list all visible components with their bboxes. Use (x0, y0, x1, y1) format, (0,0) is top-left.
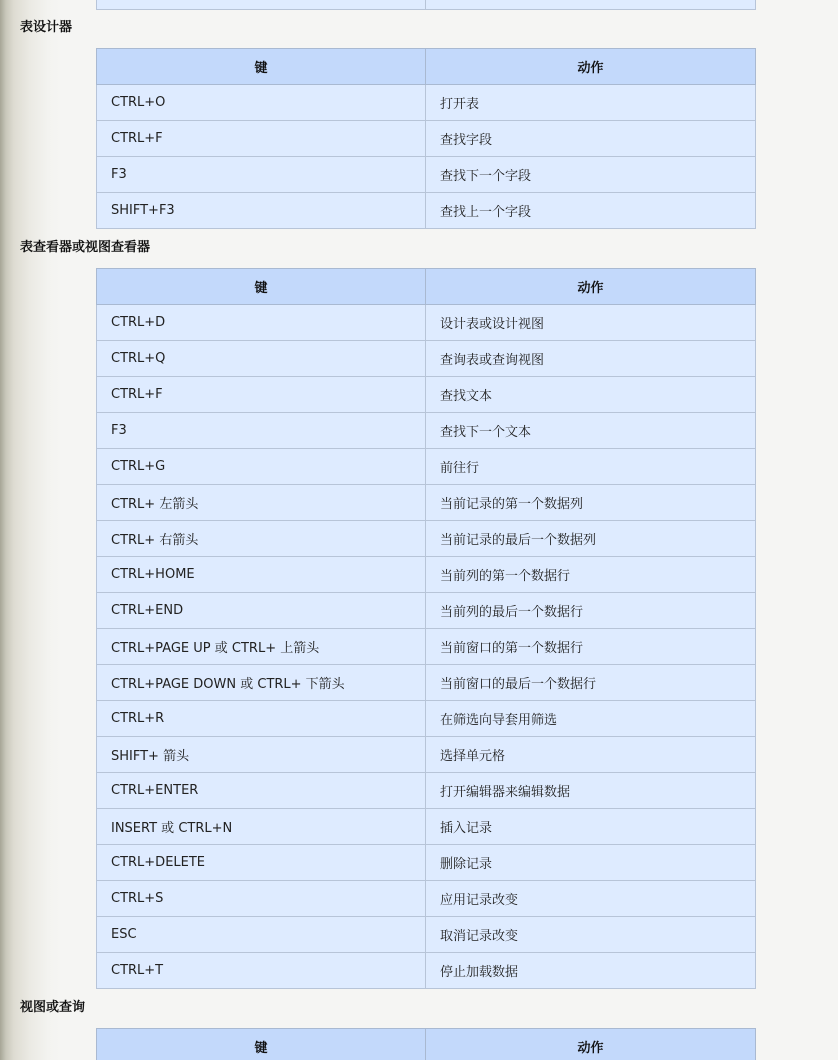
section-title-table-designer: 表设计器 (20, 20, 73, 35)
action-cell: 查找下一个文本 (426, 413, 756, 449)
action-cell: 当前记录的最后一个数据列 (426, 521, 756, 557)
action-cell: 停止加载数据 (426, 953, 756, 989)
key-cell: CTRL+F (97, 377, 426, 413)
table-row (97, 121, 756, 157)
shortcut-table-view-or-query (96, 1028, 756, 1060)
table-row (97, 0, 756, 10)
action-cell: 删除记录 (426, 845, 756, 881)
key-cell: F3 (97, 157, 426, 193)
key-cell: CTRL+T (97, 953, 426, 989)
action-cell: 查找上一个字段 (426, 193, 756, 229)
table-row (97, 737, 756, 773)
column-header-key: 键 (97, 269, 426, 305)
key-cell: INSERT 或 CTRL+N (97, 809, 426, 845)
table-row (97, 157, 756, 193)
key-cell: CTRL+DELETE (97, 845, 426, 881)
action-cell: 取消记录改变 (426, 917, 756, 953)
table-row (97, 593, 756, 629)
action-cell: 当前窗口的最后一个数据行 (426, 665, 756, 701)
table-row (97, 557, 756, 593)
table-cell (426, 0, 756, 10)
key-cell: CTRL+HOME (97, 557, 426, 593)
column-header-action: 动作 (426, 49, 756, 85)
table-row (97, 485, 756, 521)
column-header-key: 键 (97, 49, 426, 85)
key-cell: CTRL+S (97, 881, 426, 917)
left-edge-shadow (0, 0, 60, 1060)
table-header-row (97, 269, 756, 305)
action-cell: 设计表或设计视图 (426, 305, 756, 341)
table-row (97, 953, 756, 989)
key-cell: CTRL+END (97, 593, 426, 629)
action-cell: 应用记录改变 (426, 881, 756, 917)
key-cell: CTRL+G (97, 449, 426, 485)
column-header-action: 动作 (426, 269, 756, 305)
key-cell: CTRL+Q (97, 341, 426, 377)
table-row (97, 413, 756, 449)
table-row (97, 701, 756, 737)
action-cell: 插入记录 (426, 809, 756, 845)
key-cell: ESC (97, 917, 426, 953)
table-header-row (97, 1029, 756, 1060)
action-cell: 打开编辑器来编辑数据 (426, 773, 756, 809)
action-cell: 查找文本 (426, 377, 756, 413)
key-cell: F3 (97, 413, 426, 449)
action-cell: 当前列的第一个数据行 (426, 557, 756, 593)
shortcut-table-table-designer (96, 48, 756, 229)
action-cell: 当前窗口的第一个数据行 (426, 629, 756, 665)
key-cell: CTRL+ 左箭头 (97, 485, 426, 521)
key-cell: SHIFT+F3 (97, 193, 426, 229)
section-title-table-viewer: 表查看器或视图查看器 (20, 240, 151, 255)
action-cell: 查找下一个字段 (426, 157, 756, 193)
table-row (97, 917, 756, 953)
action-cell: 前往行 (426, 449, 756, 485)
action-cell: 当前记录的第一个数据列 (426, 485, 756, 521)
action-cell: 查询表或查询视图 (426, 341, 756, 377)
action-cell: 当前列的最后一个数据行 (426, 593, 756, 629)
table-row (97, 85, 756, 121)
key-cell: CTRL+F (97, 121, 426, 157)
table-row (97, 881, 756, 917)
table-row (97, 449, 756, 485)
table-row (97, 341, 756, 377)
key-cell: CTRL+PAGE UP 或 CTRL+ 上箭头 (97, 629, 426, 665)
action-cell: 在筛选向导套用筛选 (426, 701, 756, 737)
table-row (97, 809, 756, 845)
previous-table-fragment (96, 0, 756, 10)
table-cell (97, 0, 426, 10)
key-cell: CTRL+O (97, 85, 426, 121)
section-title-view-or-query: 视图或查询 (20, 1000, 86, 1015)
key-cell: CTRL+ 右箭头 (97, 521, 426, 557)
key-cell: CTRL+ENTER (97, 773, 426, 809)
action-cell: 查找字段 (426, 121, 756, 157)
action-cell: 打开表 (426, 85, 756, 121)
table-row (97, 665, 756, 701)
table-row (97, 305, 756, 341)
column-header-action: 动作 (426, 1029, 756, 1060)
shortcut-table-table-viewer (96, 268, 756, 989)
table-row (97, 377, 756, 413)
column-header-key: 键 (97, 1029, 426, 1060)
table-header-row (97, 49, 756, 85)
table-row (97, 845, 756, 881)
key-cell: CTRL+PAGE DOWN 或 CTRL+ 下箭头 (97, 665, 426, 701)
table-row (97, 193, 756, 229)
table-row (97, 629, 756, 665)
table-row (97, 773, 756, 809)
key-cell: SHIFT+ 箭头 (97, 737, 426, 773)
key-cell: CTRL+R (97, 701, 426, 737)
action-cell: 选择单元格 (426, 737, 756, 773)
table-row (97, 521, 756, 557)
key-cell: CTRL+D (97, 305, 426, 341)
